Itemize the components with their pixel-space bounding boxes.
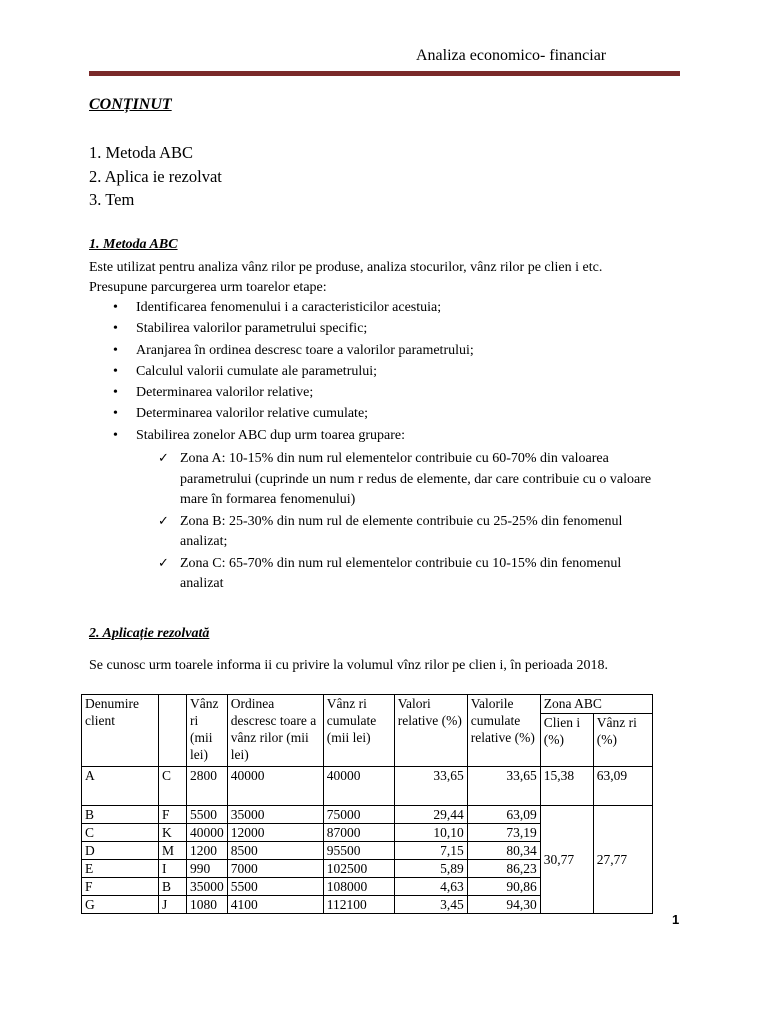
cell-cumulative: 87000 xyxy=(323,824,394,842)
cell-ordered: 4100 xyxy=(227,896,323,914)
table-row xyxy=(82,806,653,824)
cell-ordered: 7000 xyxy=(227,860,323,878)
checkmark-icon: ✓ xyxy=(158,513,169,529)
zone-item xyxy=(158,449,658,511)
cell-ordered: 35000 xyxy=(227,806,323,824)
cell-relative: 7,15 xyxy=(394,842,467,860)
header-cumulative: Vânz ri cumulate (mii lei) xyxy=(323,695,394,767)
header-zone: Zona ABC xyxy=(540,695,652,714)
header-sales: Vânz ri (mii lei) xyxy=(187,695,228,767)
cell-code: I xyxy=(159,860,187,878)
cell-code: C xyxy=(159,767,187,806)
header-divider xyxy=(89,71,680,76)
zone-item xyxy=(158,554,658,595)
list-item: • Stabilirea zonelor ABC dup urm toarea grupare: xyxy=(89,425,474,446)
table-header-row xyxy=(82,695,653,714)
page-number: 1 xyxy=(672,912,680,927)
contents-heading: CONȚINUT xyxy=(89,96,172,113)
section-1-paragraph: Este utilizat pentru analiza vânz rilor pe produse, analiza stocurilor, vânz rilor pe clien i etc. xyxy=(89,260,603,275)
cell-sales: 35000 xyxy=(187,878,228,896)
section-2-title: 2. Aplicație rezolvată xyxy=(89,626,210,641)
section-1-title: 1. Metoda ABC xyxy=(89,237,178,252)
header-code xyxy=(159,695,187,767)
list-item: • Calculul valorii cumulate ale parametrului; xyxy=(89,361,474,382)
toc-item: 3. Tem xyxy=(89,190,135,209)
cell-relative-cumulative: 63,09 xyxy=(467,806,540,824)
zone-b-sales: 27,77 xyxy=(593,806,652,914)
zone-a-clients: 15,38 xyxy=(540,767,593,806)
cell-relative-cumulative: 86,23 xyxy=(467,860,540,878)
table-row xyxy=(82,767,653,806)
zone-text: Zona A: 10-15% din num rul elementelor contribuie cu 60-70% din valoarea parametrului (cuprinde un num r redus de elemente, dar care contribuie cu o valoare mare în formarea fenomenului) xyxy=(180,451,652,507)
list-item: • Stabilirea valorilor parametrului specific; xyxy=(89,318,474,339)
header-relative-cumulative: Valorile cumulate relative (%) xyxy=(467,695,540,767)
cell-relative: 33,65 xyxy=(394,767,467,806)
zone-b-clients: 30,77 xyxy=(540,806,593,914)
cell-code: J xyxy=(159,896,187,914)
cell-code: F xyxy=(159,806,187,824)
cell-client: G xyxy=(82,896,159,914)
cell-relative: 3,45 xyxy=(394,896,467,914)
zone-text: Zona C: 65-70% din num rul elementelor contribuie cu 10-15% din fenomenul analizat xyxy=(180,555,622,591)
zone-a-sales: 63,09 xyxy=(593,767,652,806)
cell-client: F xyxy=(82,878,159,896)
header-client: Denumire client xyxy=(82,695,159,767)
list-item: • Determinarea valorilor relative cumulate; xyxy=(89,403,474,424)
header-ordered: Ordinea descresc toare a vânz rilor (mii lei) xyxy=(227,695,323,767)
cell-ordered: 5500 xyxy=(227,878,323,896)
cell-relative: 10,10 xyxy=(394,824,467,842)
cell-client: E xyxy=(82,860,159,878)
toc-item: 1. Metoda ABC xyxy=(89,143,194,162)
cell-client: D xyxy=(82,842,159,860)
header-zone-clients: Clien i (%) xyxy=(540,714,593,767)
list-item: • Identificarea fenomenului i a caracteristicilor acestuia; xyxy=(89,297,474,318)
cell-relative-cumulative: 73,19 xyxy=(467,824,540,842)
cell-sales: 5500 xyxy=(187,806,228,824)
cell-client: C xyxy=(82,824,159,842)
cell-sales: 990 xyxy=(187,860,228,878)
cell-code: M xyxy=(159,842,187,860)
cell-relative-cumulative: 33,65 xyxy=(467,767,540,806)
checkmark-icon: ✓ xyxy=(158,555,169,571)
cell-sales: 1200 xyxy=(187,842,228,860)
cell-relative-cumulative: 94,30 xyxy=(467,896,540,914)
zone-item xyxy=(158,512,658,553)
cell-ordered: 12000 xyxy=(227,824,323,842)
header-relative: Valori relative (%) xyxy=(394,695,467,767)
cell-cumulative: 75000 xyxy=(323,806,394,824)
cell-relative-cumulative: 80,34 xyxy=(467,842,540,860)
cell-cumulative: 95500 xyxy=(323,842,394,860)
cell-sales: 40000 xyxy=(187,824,228,842)
list-item: • Determinarea valorilor relative; xyxy=(89,382,474,403)
header-title: Analiza economico- financiar xyxy=(416,47,607,64)
section-1-paragraph: Presupune parcurgerea urm toarelor etape: xyxy=(89,280,327,295)
list-item: • Aranjarea în ordinea descresc toare a valorilor parametrului; xyxy=(89,340,474,361)
cell-sales: 1080 xyxy=(187,896,228,914)
section-2-intro: Se cunosc urm toarele informa ii cu privire la volumul vînz rilor pe clien i, în perioada 2018. xyxy=(89,658,609,673)
header-zone-sales: Vânz ri (%) xyxy=(593,714,652,767)
cell-client: A xyxy=(82,767,159,806)
cell-code: K xyxy=(159,824,187,842)
zone-text: Zona B: 25-30% din num rul de elemente contribuie cu 25-25% din fenomenul analizat; xyxy=(180,513,623,549)
cell-ordered: 8500 xyxy=(227,842,323,860)
cell-relative: 5,89 xyxy=(394,860,467,878)
sales-table xyxy=(81,694,653,914)
checkmark-icon: ✓ xyxy=(158,451,169,466)
toc-item: 2. Aplica ie rezolvat xyxy=(89,166,222,186)
cell-relative: 29,44 xyxy=(394,806,467,824)
cell-cumulative: 40000 xyxy=(323,767,394,806)
cell-code: B xyxy=(159,878,187,896)
cell-cumulative: 108000 xyxy=(323,878,394,896)
steps-list xyxy=(89,297,474,446)
cell-ordered: 40000 xyxy=(227,767,323,806)
cell-relative: 4,63 xyxy=(394,878,467,896)
cell-client: B xyxy=(82,806,159,824)
cell-cumulative: 102500 xyxy=(323,860,394,878)
table-of-contents xyxy=(89,141,222,212)
cell-cumulative: 112100 xyxy=(323,896,394,914)
zones-list xyxy=(158,449,658,596)
cell-relative-cumulative: 90,86 xyxy=(467,878,540,896)
cell-sales: 2800 xyxy=(187,767,228,806)
